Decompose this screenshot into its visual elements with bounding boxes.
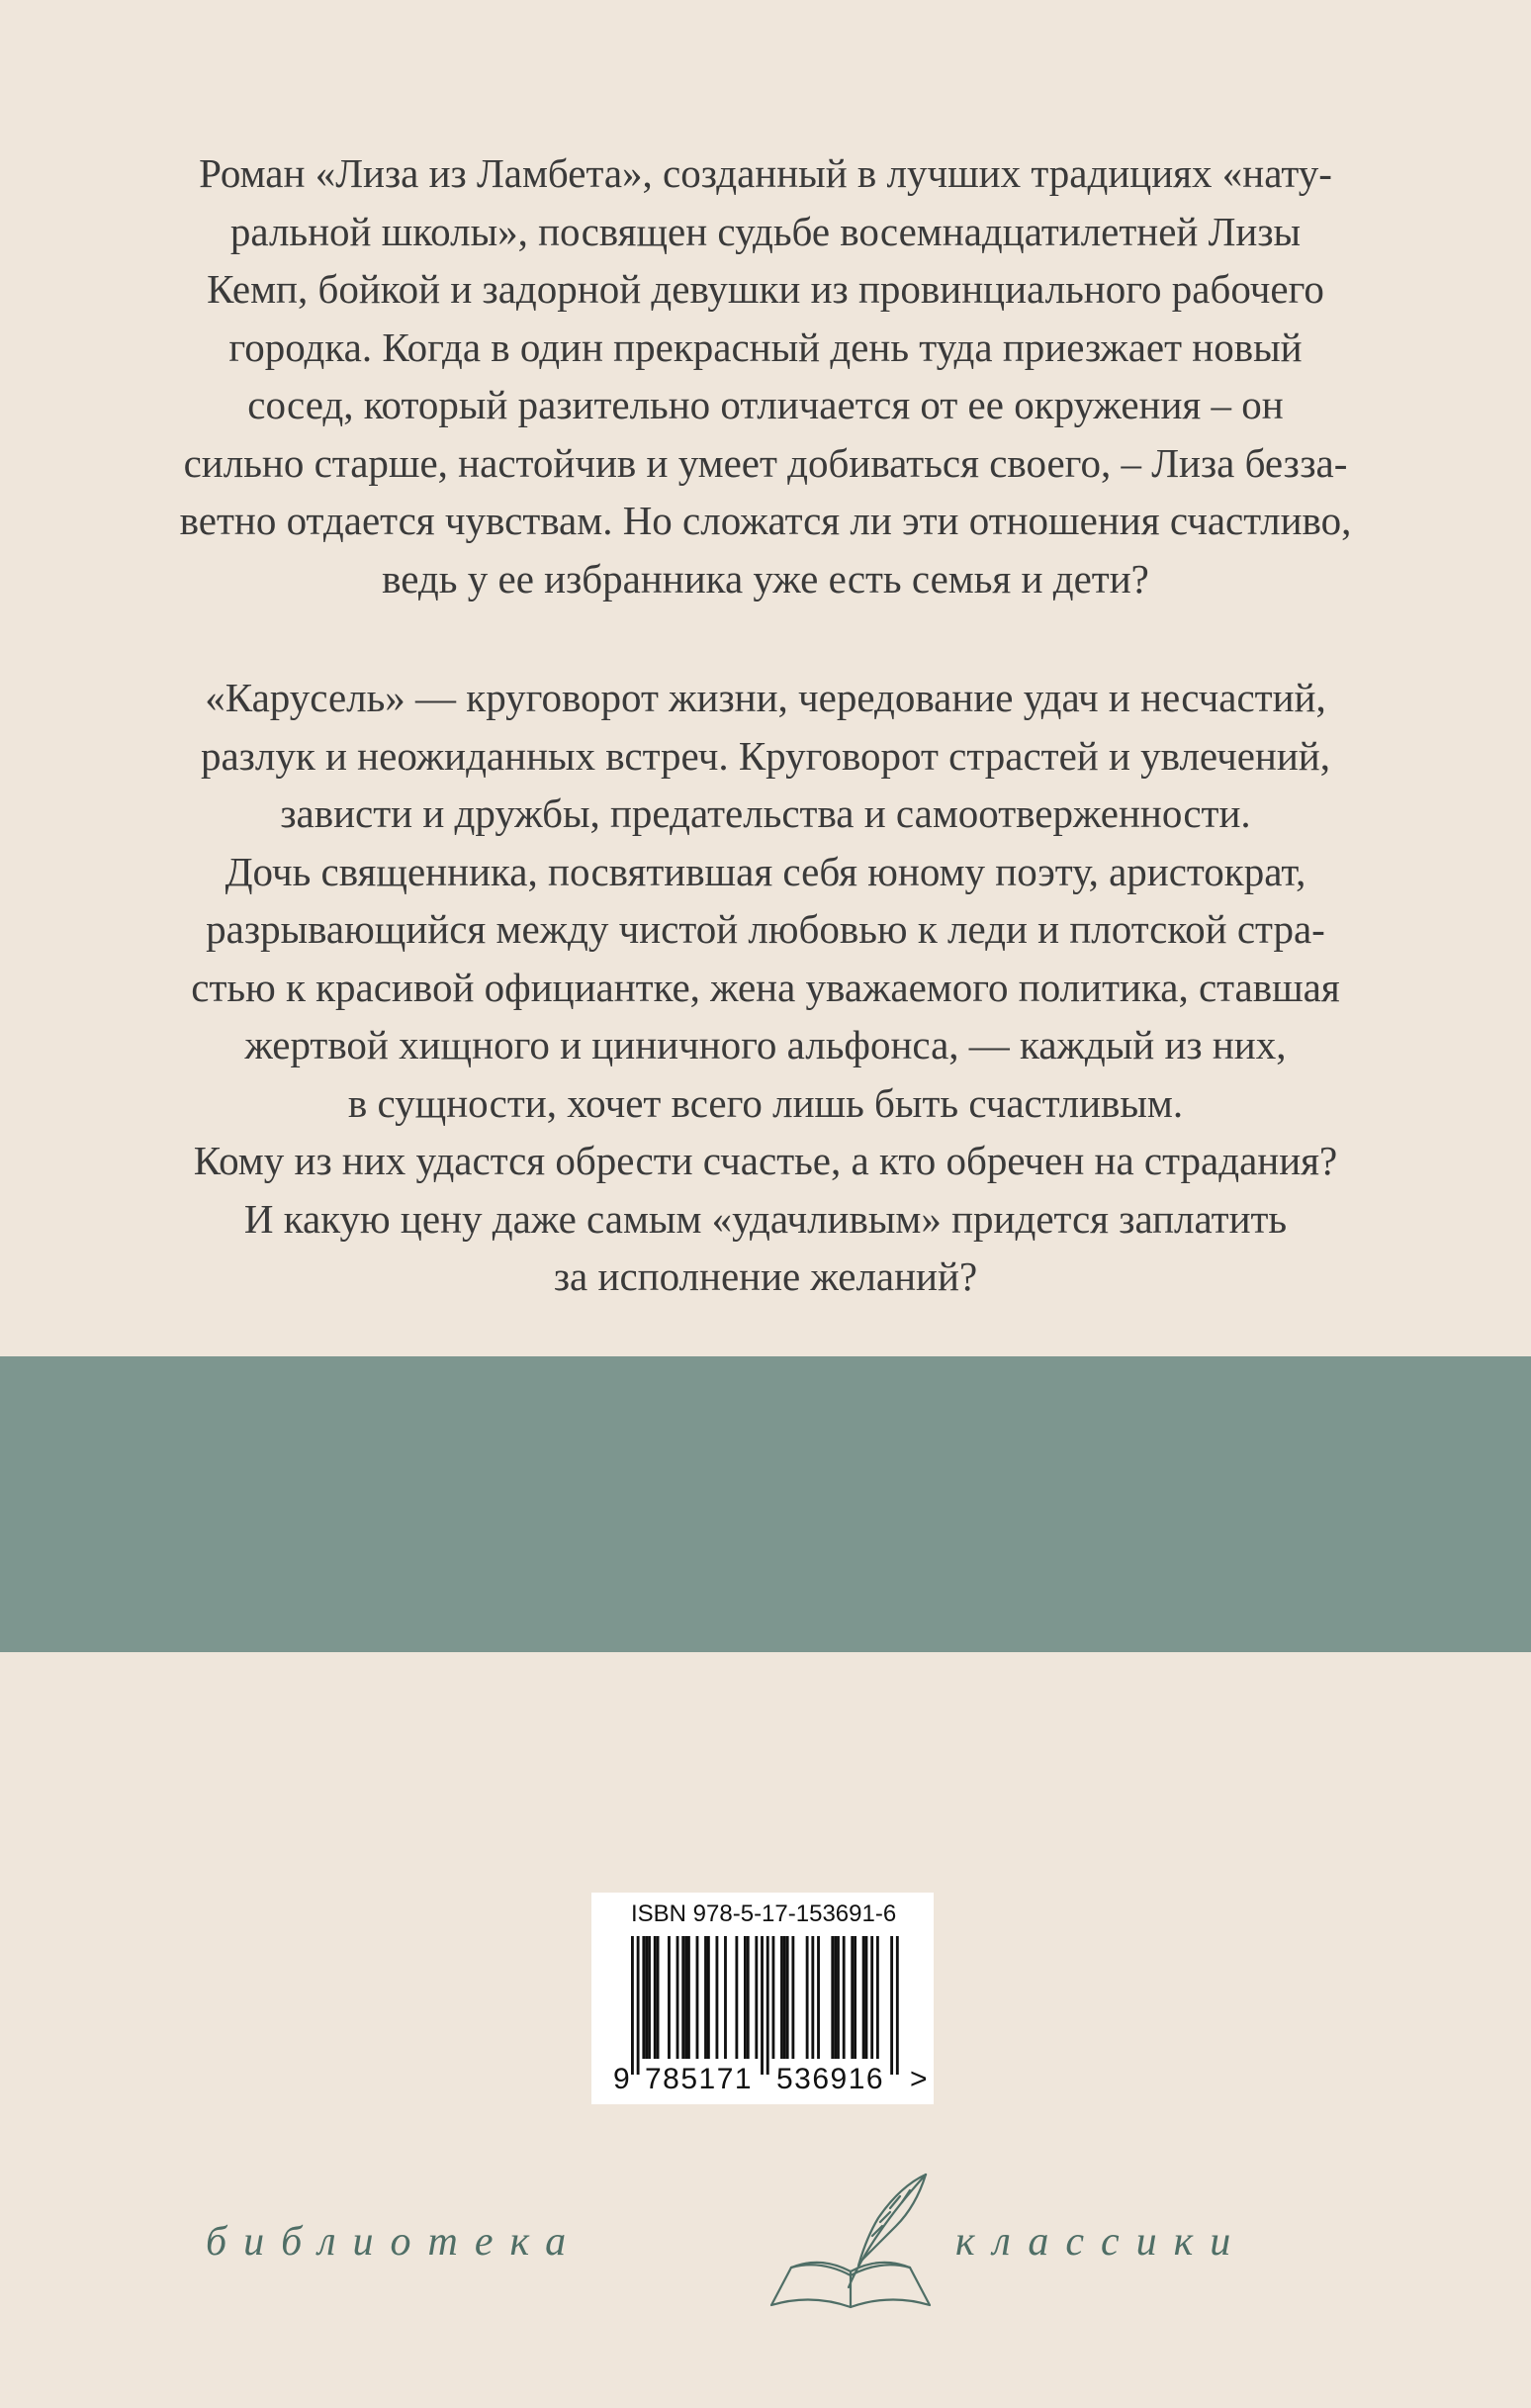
text-line: ветно отдается чувствам. Но сложатся ли эти отношения счастливо, [179,498,1352,543]
barcode-bar [780,1936,783,2059]
text-line: в сущности, хочет всего лишь быть счастливым. [347,1079,1184,1126]
barcode-bar [851,1936,854,2059]
barcode-bar [834,1936,837,2059]
barcode-bar [865,1936,868,2059]
barcode-bar [681,1936,684,2059]
barcode-bar [843,1936,846,2059]
barcode-bar [761,1936,764,2075]
barcode-bar [696,1936,699,2059]
barcode-bar [837,1936,840,2059]
text-line: сильно старше, настойчив и умеет добиваться своего, – Лиза безза- [183,439,1348,486]
barcode-bar [772,1936,775,2059]
series-logo [0,2157,1531,2315]
text-line: за исполнение желаний? [553,1253,978,1299]
barcode-bar [786,1936,789,2059]
barcode-bar [654,1936,657,2059]
barcode-bar [645,1936,648,2059]
barcode-bar [755,1936,758,2059]
barcode-bar [648,1936,651,2059]
barcode-bar [783,1936,786,2059]
book-quill-icon [752,2157,949,2315]
text-line: И какую цену даже самым «удачливым» придется заплатить [243,1195,1288,1242]
text-line: зависти и дружбы, предательства и самоотверженности. [280,790,1251,836]
isbn-barcode [591,1893,934,2104]
text-line: ведь у ее избранника уже есть семья и дети? [382,555,1149,602]
decorative-band [0,1356,1531,1652]
text-line: сосед, который разительно отличается от ее окружения – он [247,382,1284,427]
barcode-bar [676,1936,679,2059]
barcode-bar [806,1936,809,2059]
text-line: разрывающийся между чистой любовью к леди и плотской стра- [206,906,1325,952]
text-line: Дочь священника, посвятившая себя юному поэту, аристократ, [225,848,1306,894]
ean-right-digits: 536916 [776,2063,885,2095]
barcode-bar [704,1936,707,2059]
barcode-bar [862,1936,865,2059]
barcode-bar [747,1936,750,2059]
barcode-bar [890,1936,893,2075]
barcode-bar [791,1936,794,2059]
text-line: ральной школы», посвящен судьбе восемнадцатилетней Лизы [229,208,1302,254]
blurb-paragraph-2 [59,669,1472,1306]
ean-left-digits: 785171 [645,2063,754,2095]
barcode-bar [817,1936,820,2059]
ean-first-digit: 9 [613,2063,630,2095]
barcode-bar [870,1936,873,2059]
barcode-bar [854,1936,856,2059]
barcode-bar [716,1936,719,2059]
barcode-bar [687,1936,690,2059]
text-line: Кемп, бойкой и задорной девушки из провинциального рабочего [207,266,1324,312]
text-line: жертвой хищного и циничного альфонса, — каждый из них, [244,1022,1287,1067]
barcode-bar [637,1936,640,2075]
barcode-bar [707,1936,710,2059]
barcode-bar [724,1936,727,2059]
barcode-bar [668,1936,671,2059]
text-line: стью к красивой официантке, жена уважаемого политика, ставшая [191,964,1340,1010]
blurb-paragraph-1 [59,144,1472,607]
text-line: городка. Когда в один прекрасный день туда приезжает новый [228,324,1303,370]
barcode-bar [657,1936,660,2059]
ean-quiet-zone-marker: > [910,2063,928,2095]
text-line: Роман «Лиза из Ламбета», созданный в лучших традициях «нату- [199,150,1332,196]
barcode-bar [766,1936,769,2075]
series-word-right: классики [955,2219,1248,2265]
barcode-bar [735,1936,738,2059]
text-line: «Карусель» — круговорот жизни, чередование удач и несчастий, [205,675,1326,720]
barcode-bar [811,1936,814,2059]
text-line: Кому из них удастся обрести счастье, а кто обречен на страдания? [193,1138,1338,1183]
barcode-bar [831,1936,834,2059]
barcode-bar [631,1936,634,2075]
barcode-bar [744,1936,747,2059]
barcode-bar [642,1936,645,2059]
text-line: разлук и неожиданных встреч. Круговорот страстей и увлечений, [200,732,1331,779]
isbn-label: ISBN 978-5-17-153691-6 [631,1900,897,1927]
barcode-bar [684,1936,687,2059]
barcode-bar [896,1936,899,2075]
series-word-left: библиотека [206,2219,584,2265]
barcode-bar [876,1936,879,2059]
